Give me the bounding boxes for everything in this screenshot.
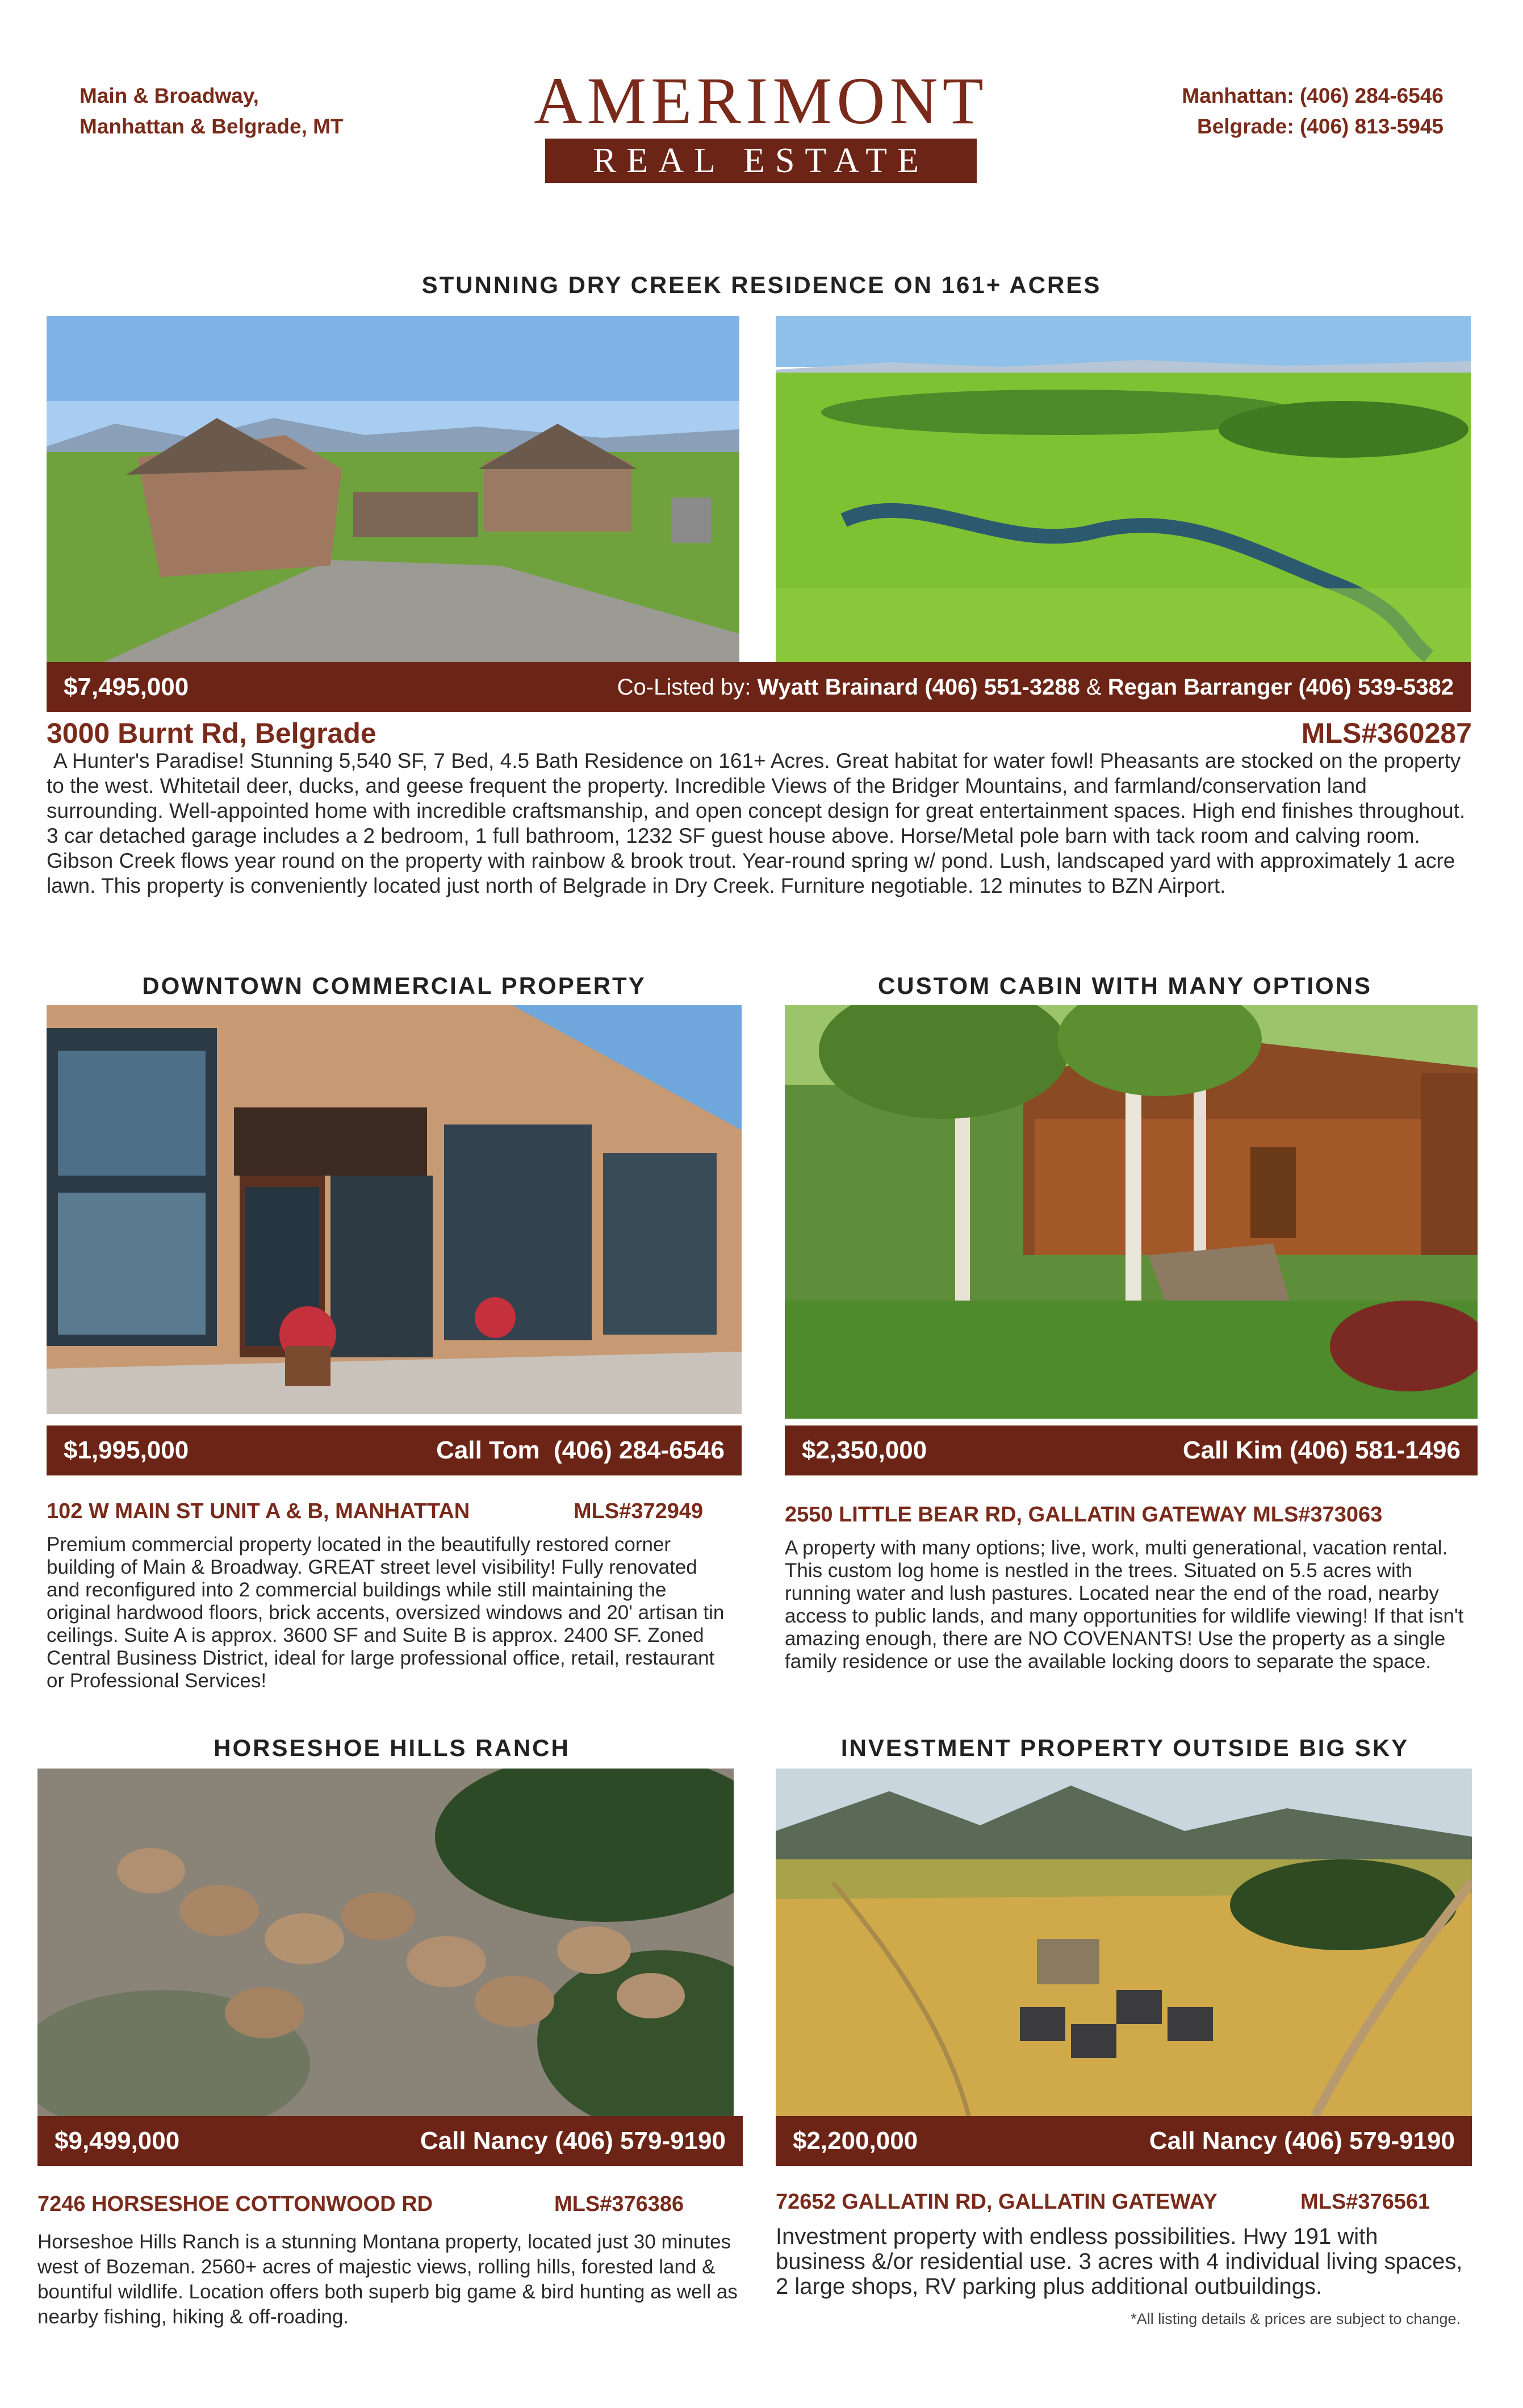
listing-1-description: Premium commercial property located in the beautifully restored corner building of Main & Broadway. GREAT street level visibility! Fully renovated and reconfigured into 2 commercial buildings while still maintaining the original hardwood floors, brick accents, oversized windows and 20' artisan tin ceilings. Suite A is approx. 3600 SF and Suite B is approx. 2400 SF. Zoned Central Business District, ideal for large professional office, retail, restaurant or Professional Services! <box>47 1533 725 1692</box>
listing-4-price: $2,200,000 <box>793 2127 918 2155</box>
listing-4-contact[interactable]: Call Nancy (406) 579-9190 <box>1149 2127 1455 2155</box>
listing-1-title: DOWNTOWN COMMERCIAL PROPERTY <box>142 972 646 999</box>
listing-4-price-bar <box>776 2116 1472 2166</box>
feature-colisted <box>617 675 1454 700</box>
office-phones <box>1012 81 1443 142</box>
feature-title: STUNNING DRY CREEK RESIDENCE ON 161+ ACRES <box>421 271 1102 298</box>
agents-ampersand: & <box>1086 674 1102 700</box>
listing-2-contact[interactable]: Call Kim (406) 581-1496 <box>1182 1436 1461 1464</box>
listing-3-title: HORSESHOE HILLS RANCH <box>214 1734 570 1761</box>
feature-price: $7,495,000 <box>64 673 189 701</box>
listing-4-mls: MLS#376561 <box>1300 2190 1430 2214</box>
feature-mls: MLS#360287 <box>1301 717 1472 749</box>
listing-3-address: 7246 HORSESHOE COTTONWOOD RD <box>37 2192 433 2216</box>
listing-4-photo <box>776 1769 1472 2116</box>
disclaimer: *All listing details & prices are subject to change. <box>1131 2310 1461 2327</box>
listing-1-photo <box>47 1005 742 1414</box>
agent-wyatt[interactable]: Wyatt Brainard (406) 551-3288 <box>757 674 1080 700</box>
listing-4-description: Investment property with endless possibilities. Hwy 191 with business &/or residential use. 3 acres with 4 individual living spaces, 2 large shops, RV parking plus additional outbuildings. <box>776 2224 1463 2299</box>
listing-2-description: A property with many options; live, work, multi generational, vacation rental. This custom log home is nestled in the trees. Situated on 5.5 acres with running water and lush pastures. Located near the end of the road, nearby access to public lands, and many opportunities for wildlife viewing! If that isn't amazing enough, there are NO COVENANTS! Use the property as a single family residence or use the available locking doors to separate the space. <box>785 1537 1464 1673</box>
listing-1-price: $1,995,000 <box>64 1436 189 1464</box>
feature-photo-creek <box>776 316 1471 662</box>
listing-2-price: $2,350,000 <box>802 1436 927 1464</box>
listing-2-title: CUSTOM CABIN WITH MANY OPTIONS <box>877 972 1373 999</box>
logo-subtitle: REAL ESTATE <box>545 139 977 183</box>
feature-address: 3000 Burnt Rd, Belgrade <box>47 717 376 749</box>
agent-regan[interactable]: Regan Barranger (406) 539-5382 <box>1107 674 1454 700</box>
listing-2-price-bar <box>785 1425 1478 1475</box>
phone-belgrade: Belgrade: (406) 813-5945 <box>1197 115 1443 138</box>
listing-2-photo <box>785 1005 1478 1419</box>
feature-description: A Hunter's Paradise! Stunning 5,540 SF, 7 Bed, 4.5 Bath Residence on 161+ Acres. Great habitat for water fowl! Pheasants are stocked on the property to the west. Whitetail deer, ducks, and geese frequent the property. Incredible Views of the Bridger Mountains, and farmland/conservation land surrounding. Well-appointed home with incredible craftsmanship, and open concept design for great entertainment spaces. High end finishes throughout. 3 car detached garage includes a 2 bedroom, 1 full bathroom, 1232 SF guest house above. Horse/Metal pole barn with tack room and calving room. Gibson Creek flows year round on the property with rainbow & brook trout. Year-round spring w/ pond. Lush, landscaped yard with approximately 1 acre lawn. This property is conveniently located just north of Belgrade in Dry Creek. Furniture negotiable. 12 minutes to BZN Airport. <box>47 749 1466 897</box>
logo-wordmark: AMERIMONT <box>534 64 988 138</box>
listing-3-price-bar <box>37 2116 743 2166</box>
listing-1-address: 102 W MAIN ST UNIT A & B, MANHATTAN <box>47 1499 470 1523</box>
listing-4-title: INVESTMENT PROPERTY OUTSIDE BIG SKY <box>840 1734 1409 1761</box>
listing-1-price-bar <box>47 1425 742 1475</box>
listing-2-address: 2550 LITTLE BEAR RD, GALLATIN GATEWAY MLS#373063 <box>785 1503 1383 1527</box>
company-logo <box>488 64 1034 183</box>
feature-photo-house <box>47 316 739 662</box>
office-address <box>80 81 477 142</box>
listing-3-description: Horseshoe Hills Ranch is a stunning Montana property, located just 30 minutes west of Bozeman. 2560+ acres of majestic views, rolling hills, forested land & bountiful wildlife. Location offers both superb big game & bird hunting as well as nearby fishing, hiking & off-roading. <box>37 2231 738 2328</box>
colisted-label: Co-Listed by: <box>617 674 751 700</box>
phone-manhattan: Manhattan: (406) 284-6546 <box>1182 84 1443 107</box>
listing-1-mls: MLS#372949 <box>574 1499 704 1523</box>
office-address-line2: Manhattan & Belgrade, MT <box>80 115 344 138</box>
listing-3-price: $9,499,000 <box>55 2127 180 2155</box>
listing-3-photo <box>37 1769 734 2116</box>
listing-1-contact[interactable]: Call Tom (406) 284-6546 <box>436 1436 725 1464</box>
listing-4-address: 72652 GALLATIN RD, GALLATIN GATEWAY <box>776 2190 1217 2214</box>
feature-price-bar <box>47 662 1471 712</box>
listing-3-mls: MLS#376386 <box>554 2192 684 2216</box>
office-address-line1: Main & Broadway, <box>80 84 259 107</box>
listing-3-contact[interactable]: Call Nancy (406) 579-9190 <box>420 2127 726 2155</box>
